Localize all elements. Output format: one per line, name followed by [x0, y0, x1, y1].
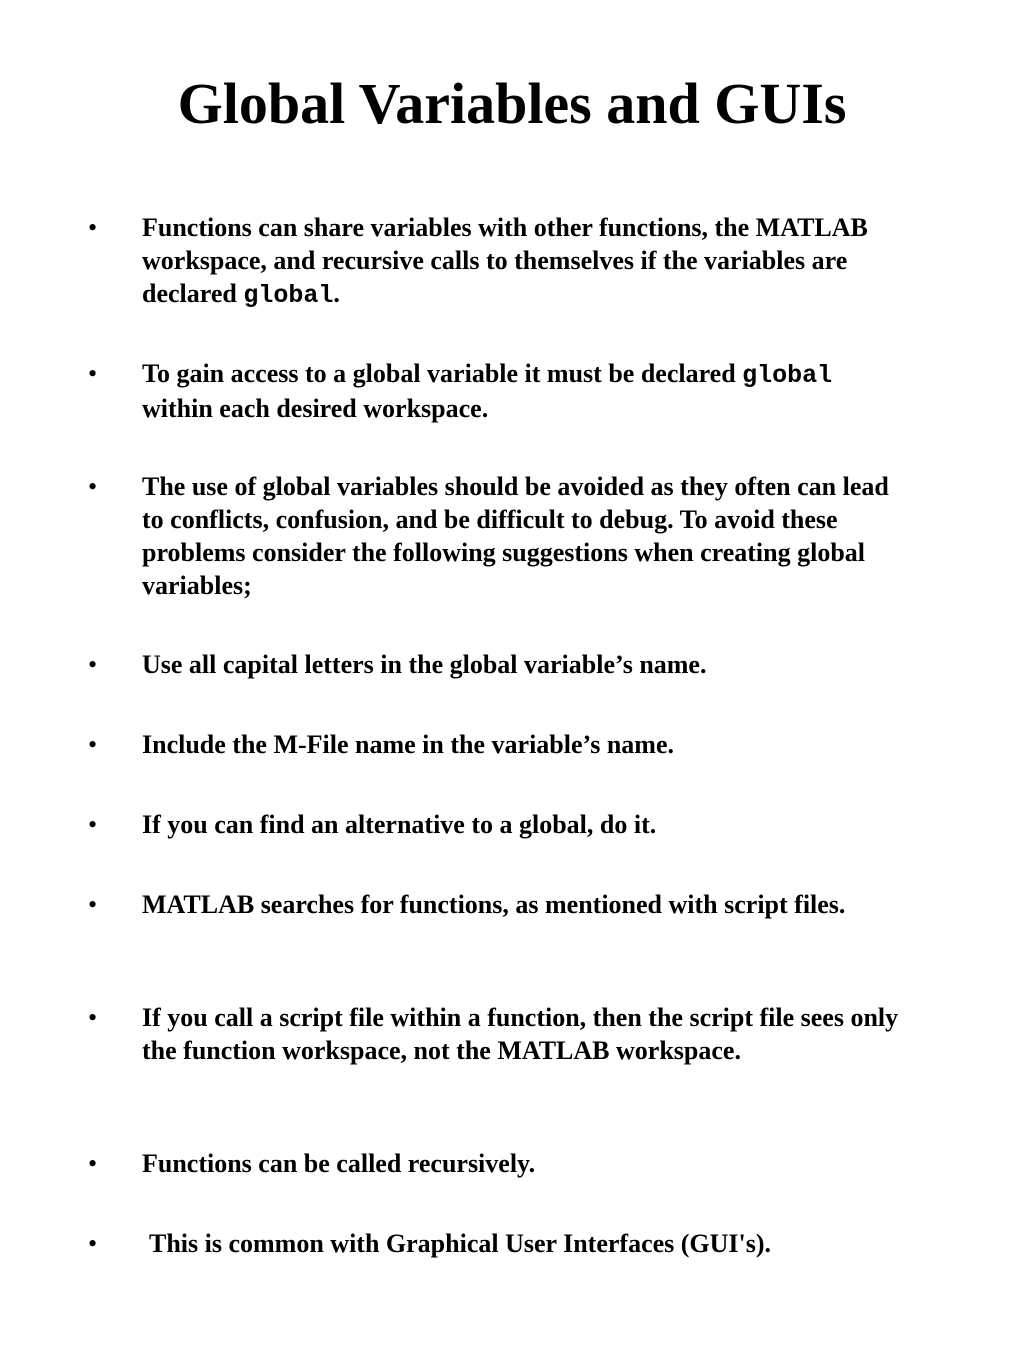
bullet-text-part: .: [333, 279, 340, 308]
bullet-text: [142, 211, 942, 312]
bullet-marker: •: [88, 650, 98, 679]
bullet-marker: •: [88, 359, 98, 388]
bullet-text: If you can find an alternative to a global, do it.: [142, 810, 657, 839]
bullet-text: Functions can be called recursively.: [142, 1149, 536, 1178]
bullet-text: Include the M-File name in the variable’s name.: [142, 730, 674, 759]
bullet-marker: •: [88, 810, 98, 839]
bullet-text-part: To gain access to a global variable it must be declared: [142, 359, 743, 388]
code-keyword: global: [742, 361, 833, 390]
code-keyword: global: [243, 281, 334, 310]
bullet-marker: •: [88, 472, 98, 501]
bullet-text: The use of global variables should be avoided as they often can lead to conflicts, confusion, and be difficult to debug. To avoid these problems consider the following suggestions when creating global variables;: [142, 472, 889, 600]
bullet-marker: •: [88, 1229, 98, 1258]
bullet-marker: •: [88, 890, 98, 919]
bullet-marker: •: [88, 730, 98, 759]
bullet-text: Use all capital letters in the global variable’s name.: [142, 650, 707, 679]
bullet-text-part: within each desired workspace.: [142, 394, 489, 423]
bullet-marker: •: [88, 1149, 98, 1178]
bullet-text: If you call a script file within a function, then the script file sees only the function workspace, not the MATLAB workspace.: [142, 1003, 899, 1065]
bullet-marker: •: [88, 1003, 98, 1032]
bullet-text: MATLAB searches for functions, as mentioned with script files.: [142, 890, 846, 919]
bullet-text: This is common with Graphical User Interfaces (GUI's).: [149, 1229, 772, 1258]
bullet-text-part: Functions can share variables with other functions, the MATLAB workspace, and recursive calls to themselves if the variables are declared: [142, 213, 868, 308]
bullet-marker: •: [88, 213, 98, 242]
page-title: Global Variables and GUIs: [177, 71, 847, 136]
bullet-text: [142, 357, 862, 425]
